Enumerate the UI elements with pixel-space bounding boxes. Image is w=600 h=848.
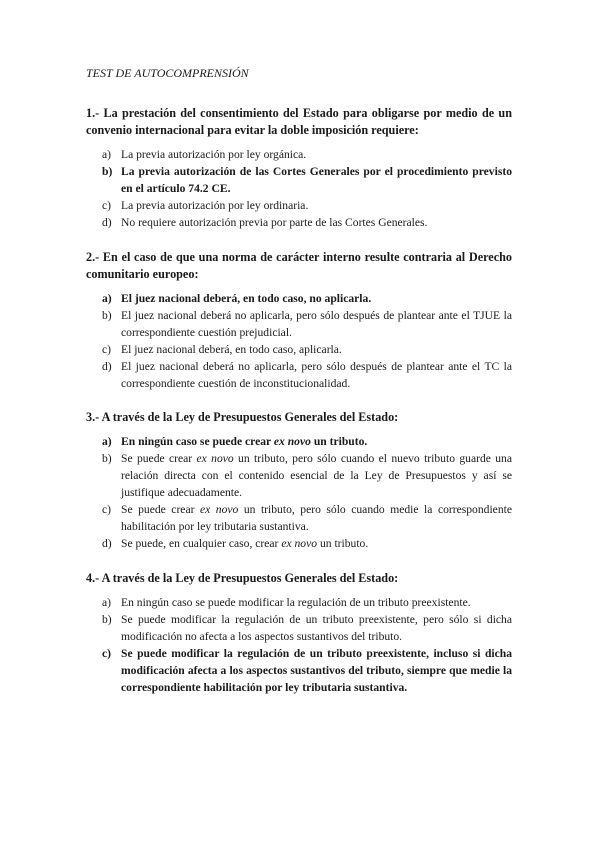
option-text-post: un tributo, pero sólo cuando medie la correspondiente habilitación por ley tributaria sustantiva. — [121, 503, 512, 533]
option-marker: d) — [102, 360, 112, 373]
question-3 — [86, 409, 512, 552]
option-list — [86, 146, 512, 231]
option-text: El juez nacional deberá, en todo caso, aplicarla. — [121, 343, 342, 356]
option-c — [86, 501, 512, 535]
option-list — [86, 290, 512, 392]
option-marker: b) — [102, 165, 113, 178]
option-marker: a) — [102, 148, 112, 161]
option-a — [86, 594, 512, 611]
question-title: 3.- A través de la Ley de Presupuestos Generales del Estado: — [86, 410, 399, 424]
option-d — [86, 214, 512, 231]
option-text: La previa autorización de las Cortes Generales por el procedimiento previsto en el artículo 74.2 CE. — [121, 165, 512, 195]
option-marker: b) — [102, 613, 112, 626]
option-b — [86, 611, 512, 645]
option-marker: c) — [102, 199, 112, 212]
option-text: El juez nacional deberá no aplicarla, pero sólo después de plantear ante el TC la correspondiente cuestión de inconstitucionalidad. — [121, 360, 512, 390]
option-text: Se puede modificar la regulación de un tributo preexistente, incluso si dicha modificación afecta a los aspectos sustantivos del tributo, siempre que medie la correspondiente habilitación por ley tributaria sustantiva. — [121, 647, 512, 694]
option-c — [86, 197, 512, 214]
option-text-pre: Se puede crear — [121, 452, 197, 465]
option-b — [86, 163, 512, 197]
option-text-post: un tributo. — [310, 435, 368, 448]
option-d — [86, 358, 512, 392]
option-a — [86, 146, 512, 163]
option-c — [86, 341, 512, 358]
option-b — [86, 307, 512, 341]
option-text: La previa autorización por ley ordinaria. — [121, 199, 309, 212]
question-4 — [86, 570, 512, 696]
option-marker: a) — [102, 292, 112, 305]
question-title: 1.- La prestación del consentimiento del Estado para obligarse por medio de un convenio internacional para evitar la doble imposición requiere: — [86, 106, 512, 137]
option-text: En ningún caso se puede modificar la regulación de un tributo preexistente. — [121, 596, 471, 609]
question-1 — [86, 105, 512, 231]
option-text-pre: Se puede, en cualquier caso, crear — [121, 537, 282, 550]
option-marker: b) — [102, 452, 112, 465]
option-text-latin: ex novo — [196, 452, 234, 465]
option-text: El juez nacional deberá, en todo caso, no aplicarla. — [121, 292, 372, 305]
option-text-latin: ex novo — [199, 503, 239, 516]
option-b — [86, 450, 512, 501]
option-d — [86, 535, 512, 552]
option-marker: a) — [102, 596, 112, 609]
option-c — [86, 645, 512, 696]
option-text-latin: ex novo — [281, 537, 318, 550]
option-list — [86, 594, 512, 696]
page-title: TEST DE AUTOCOMPRENSIÓN — [86, 66, 249, 80]
option-text: El juez nacional deberá no aplicarla, pero sólo después de plantear ante el TJUE la correspondiente cuestión prejudicial. — [121, 309, 512, 339]
option-text-pre: Se puede crear — [121, 503, 200, 516]
question-title: 2.- En el caso de que una norma de carácter interno resulte contraria al Derecho comunitario europeo: — [86, 250, 512, 281]
option-marker: d) — [102, 216, 112, 229]
option-text: Se puede modificar la regulación de un tributo preexistente, pero sólo si dicha modificación no afecta a los aspectos sustantivos del tributo. — [121, 613, 512, 643]
option-text-latin: ex novo — [273, 435, 311, 448]
question-title: 4.- A través de la Ley de Presupuestos Generales del Estado: — [86, 571, 399, 585]
option-text-post: un tributo. — [317, 537, 369, 550]
option-marker: c) — [102, 647, 112, 660]
option-text-pre: En ningún caso se puede crear — [121, 435, 274, 448]
option-a — [86, 433, 512, 450]
option-text: La previa autorización por ley orgánica. — [121, 148, 307, 161]
option-marker: b) — [102, 309, 112, 322]
option-marker: a) — [102, 435, 112, 448]
option-marker: c) — [102, 503, 112, 516]
option-text-post: un tributo, pero sólo cuando el nuevo tributo guarde una relación directa con el contenido esencial de la Ley de Presupuestos y así se justifique adecuadamente. — [121, 452, 512, 499]
option-a — [86, 290, 512, 307]
option-marker: d) — [102, 537, 112, 550]
question-2 — [86, 249, 512, 392]
option-text: No requiere autorización previa por parte de las Cortes Generales. — [121, 216, 428, 229]
option-marker: c) — [102, 343, 112, 356]
option-list — [86, 433, 512, 552]
